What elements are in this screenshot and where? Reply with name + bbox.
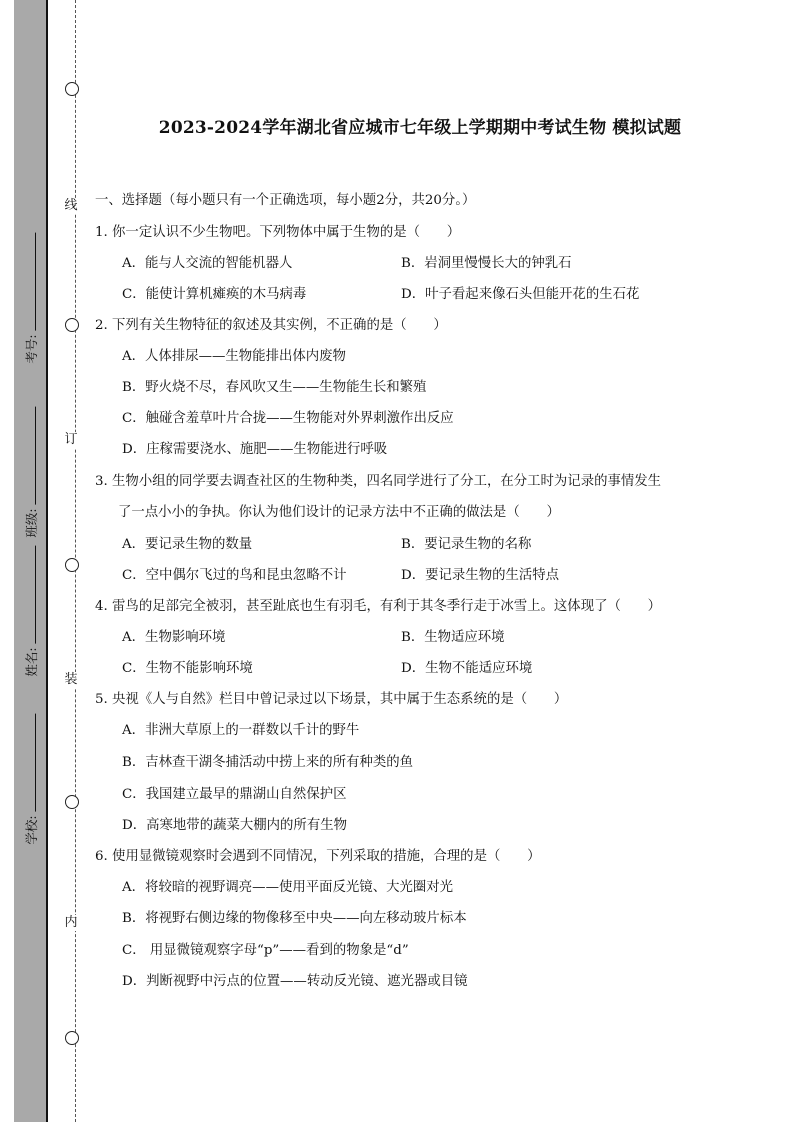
question-2-option-a[interactable]: A．人体排尿——生物能排出体内废物 <box>122 349 346 364</box>
question-4-stem: 4. 雷鸟的足部完全被羽，甚至趾底也生有羽毛，有利于其冬季行走于冰雪上。这体现了（ ） <box>95 599 662 614</box>
name-blank[interactable] <box>26 545 36 643</box>
question-4-option-c[interactable]: C．生物不能影响环境 <box>122 661 253 676</box>
question-2-option-c[interactable]: C．触碰含羞草叶片合拢——生物能对外界刺激作出反应 <box>122 411 454 426</box>
binding-hole <box>65 318 79 332</box>
cut-char-zhuang: 装 <box>64 672 78 687</box>
binding-hole <box>65 82 79 96</box>
question-6-option-d[interactable]: D．判断视野中污点的位置——转动反光镜、遮光器或目镜 <box>122 974 468 989</box>
school-blank[interactable] <box>26 713 36 811</box>
question-3-option-a[interactable]: A．要记录生物的数量 <box>122 537 253 552</box>
question-1-option-c[interactable]: C．能使计算机瘫痪的木马病毒 <box>122 287 307 302</box>
class-blank[interactable] <box>26 406 36 504</box>
cut-char-ding: 订 <box>64 432 78 447</box>
question-6-stem: 6. 使用显微镜观察时会遇到不同情况，下列采取的措施，合理的是（ ） <box>95 849 541 864</box>
question-5-option-a[interactable]: A．非洲大草原上的一群数以千计的野牛 <box>122 723 360 738</box>
question-3-option-c[interactable]: C．空中偶尔飞过的鸟和昆虫忽略不计 <box>122 568 347 583</box>
school-label: 学校: <box>24 815 39 845</box>
section-heading: 一、选择题（每小题只有一个正确选项，每小题2分，共20分。） <box>95 193 476 208</box>
exam-number-label: 考号: <box>24 334 39 364</box>
question-4-option-d[interactable]: D．生物不能适应环境 <box>401 661 533 676</box>
binding-hole <box>65 795 79 809</box>
question-4-option-a[interactable]: A．生物影响环境 <box>122 630 226 645</box>
binding-hole <box>65 558 79 572</box>
question-2-option-b[interactable]: B．野火烧不尽，春风吹又生——生物能生长和繁殖 <box>122 380 427 395</box>
question-1-option-d[interactable]: D．叶子看起来像石头但能开花的生石花 <box>401 287 640 302</box>
exam-number-blank[interactable] <box>26 232 36 330</box>
question-1-option-b[interactable]: B．岩洞里慢慢长大的钟乳石 <box>401 256 572 271</box>
question-3-stem-line-1: 3. 生物小组的同学要去调查社区的生物种类，四名同学进行了分工，在分工时为记录的事情发生 <box>95 474 662 489</box>
question-2-stem: 2. 下列有关生物特征的叙述及其实例，不正确的是（ ） <box>95 318 447 333</box>
question-3-option-b[interactable]: B．要记录生物的名称 <box>401 537 532 552</box>
class-label: 班级: <box>24 508 39 538</box>
binding-border-line <box>46 0 48 1122</box>
question-5-stem: 5. 央视《人与自然》栏目中曾记录过以下场景，其中属于生态系统的是（ ） <box>95 692 568 707</box>
question-6-option-b[interactable]: B．将视野右侧边缘的物像移至中央——向左移动玻片标本 <box>122 911 467 926</box>
question-2-option-d[interactable]: D．庄稼需要浇水、施肥——生物能进行呼吸 <box>122 442 388 457</box>
question-6-option-c[interactable]: C． 用显微镜观察字母“p”——看到的物象是“d” <box>122 943 409 958</box>
question-1-stem: 1. 你一定认识不少生物吧。下列物体中属于生物的是（ ） <box>95 225 461 240</box>
question-3-option-d[interactable]: D．要记录生物的生活特点 <box>401 568 560 583</box>
question-6-option-a[interactable]: A．将较暗的视野调亮——使用平面反光镜、大光圈对光 <box>122 880 454 895</box>
question-5-option-c[interactable]: C．我国建立最早的鼎湖山自然保护区 <box>122 787 347 802</box>
cut-char-xian: 线 <box>64 198 78 213</box>
question-3-stem-line-2: 了一点小小的争执。你认为他们设计的记录方法中不正确的做法是（ ） <box>118 505 560 520</box>
question-5-option-d[interactable]: D．高寒地带的蔬菜大棚内的所有生物 <box>122 818 347 833</box>
question-1-option-a[interactable]: A．能与人交流的智能机器人 <box>122 256 293 271</box>
question-5-option-b[interactable]: B．吉林查干湖冬捕活动中捞上来的所有种类的鱼 <box>122 755 414 770</box>
name-label: 姓名: <box>24 647 39 677</box>
binding-hole <box>65 1031 79 1045</box>
question-4-option-b[interactable]: B．生物适应环境 <box>401 630 505 645</box>
page-title: 2023-2024学年湖北省应城市七年级上学期期中考试生物 模拟试题 <box>158 118 682 138</box>
cut-char-nei: 内 <box>64 915 78 930</box>
